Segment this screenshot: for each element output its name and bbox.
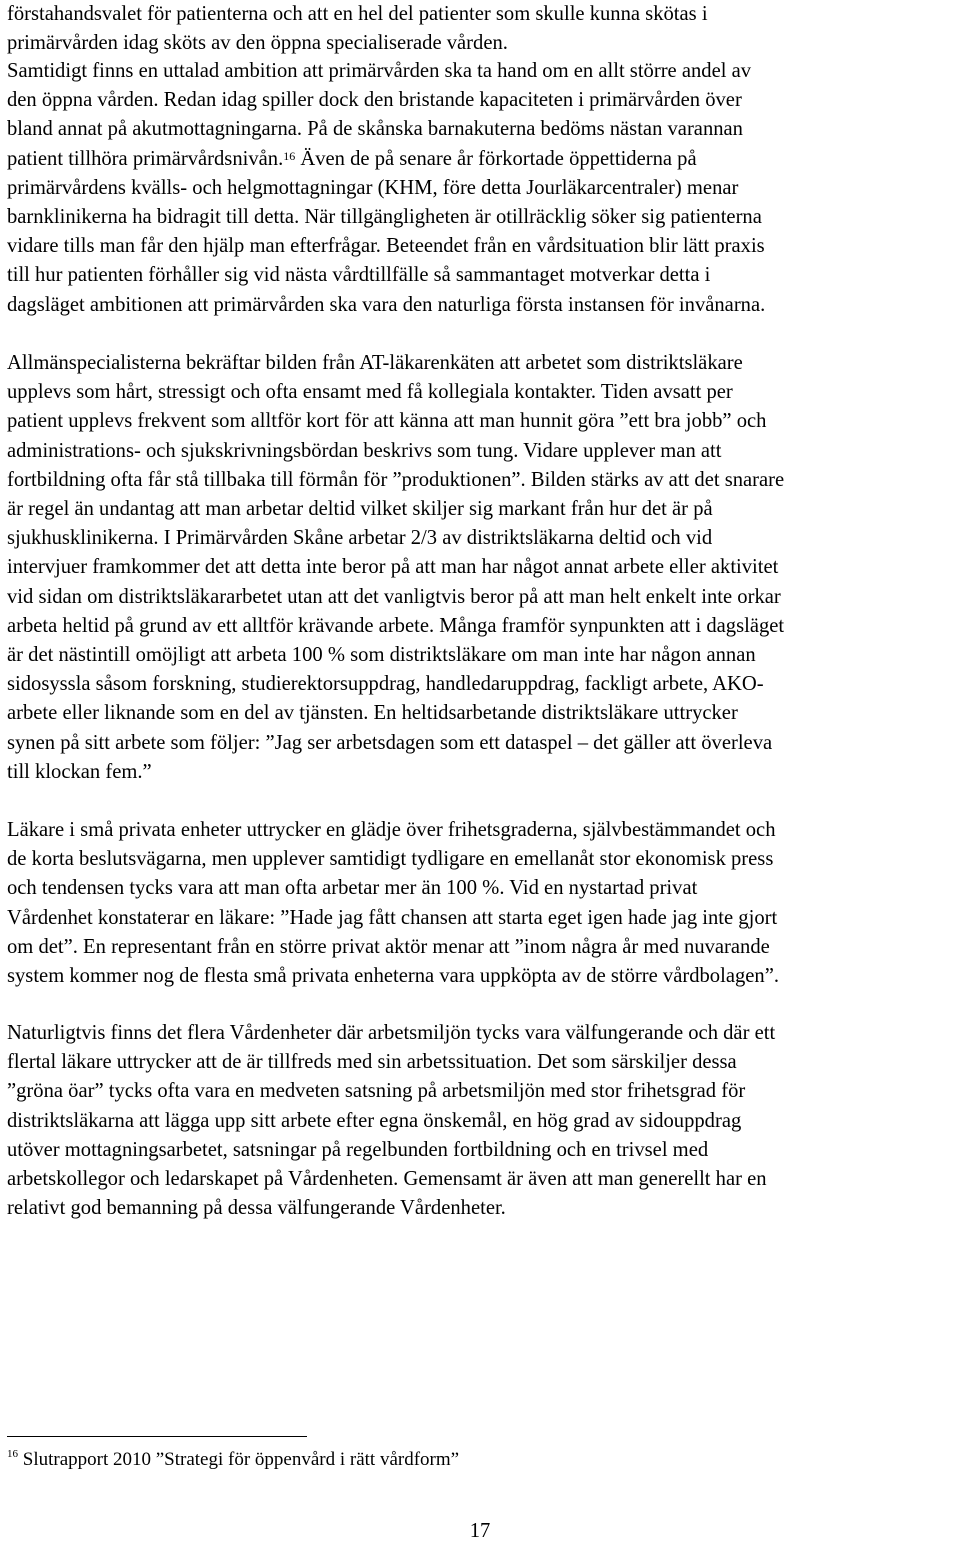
- text-line: [7, 1077, 953, 1106]
- text-line: [7, 349, 953, 378]
- text-line: [7, 495, 953, 524]
- text-line: [7, 437, 953, 466]
- text-line: [7, 904, 953, 933]
- text-segment: distriktsläkarna att lägga upp sitt arbete efter egna önskemål, en hög grad av sidouppdrag: [7, 1109, 742, 1132]
- text-segment: Naturligtvis finns det flera Vårdenheter där arbetsmiljön tycks vara välfungerande och där ett: [7, 1022, 776, 1044]
- text-segment: och tendensen tycks vara att man ofta arbetar mer än 100 %. Vid en nystartad privat: [7, 877, 698, 900]
- text-segment: bland annat på akutmottagningarna. På de skånska barnakuterna bedöms nästan varannan: [7, 118, 743, 141]
- text-line: [7, 29, 953, 58]
- footnote-separator: [7, 1436, 307, 1437]
- text-line: [7, 378, 953, 407]
- text-line: [7, 816, 953, 845]
- paragraph: [7, 1019, 953, 1223]
- page-number: 17: [469, 1520, 491, 1542]
- text-line: [7, 962, 953, 991]
- text-line: [7, 407, 953, 436]
- text-segment: arbete eller liknande som en del av tjänsten. En heltidsarbetande distriktsläkare uttrycker: [7, 702, 738, 725]
- text-segment: primärvården idag sköts av den öppna specialiserade vården.: [7, 32, 508, 55]
- paragraph: [7, 0, 953, 58]
- text-segment: de korta beslutsvägarna, men upplever samtidigt tydligare en emellanåt stor ekonomisk press: [7, 848, 774, 871]
- text-line: [7, 1136, 953, 1165]
- text-line: [7, 261, 953, 290]
- text-segment: är det nästintill omöjligt att arbeta 100 % som distriktsläkare om man inte har någon annan: [7, 644, 756, 667]
- text-segment: sidosyssla såsom forskning, studierektorsuppdrag, handledaruppdrag, fackligt arbete, AKO-: [7, 673, 764, 696]
- text-line: [7, 524, 953, 553]
- text-line: [7, 1019, 953, 1048]
- text-segment: system kommer nog de flesta små privata enheterna vara uppköpta av de större vårdbolagen”.: [7, 965, 779, 988]
- text-segment: utöver mottagningsarbetet, satsningar på regelbunden fortbildning och en trivsel med: [7, 1138, 709, 1161]
- text-segment: administrations- och sjukskrivningsbördan beskrivs som tung. Vidare upplever man att: [7, 439, 722, 462]
- text-line: [7, 845, 953, 874]
- footnote-text: Slutrapport 2010 ”Strategi för öppenvård i rätt vårdform”: [18, 1449, 460, 1470]
- text-segment: den öppna vården. Redan idag spiller dock den bristande kapaciteten i primärvården över: [7, 89, 742, 112]
- text-line: [7, 0, 953, 29]
- text-line: [7, 291, 953, 320]
- footnote: [7, 1448, 459, 1472]
- text-segment: Även de på senare år förkortade öppettiderna på: [295, 147, 697, 170]
- text-line: [7, 232, 953, 261]
- text-segment: relativt god bemanning på dessa välfungerande Vårdenheter.: [7, 1197, 506, 1220]
- text-segment: förstahandsvalet för patienterna och att en hel del patienter som skulle kunna skötas i: [7, 3, 708, 25]
- text-segment: fortbildning ofta får stå tillbaka till förmån för ”produktionen”. Bilden stärks av att det snarare: [7, 468, 785, 491]
- text-line: [7, 1194, 953, 1223]
- paragraph: [7, 816, 953, 991]
- text-line: [7, 670, 953, 699]
- text-line: [7, 612, 953, 641]
- text-segment: om det”. En representant från en större privat aktör menar att ”inom några år med nuvarande: [7, 935, 770, 958]
- text-segment: patient tillhöra primärvårdsnivån.: [7, 147, 284, 170]
- text-segment: flertal läkare uttrycker att de är tillfreds med sin arbetssituation. Det som särskiljer dessa: [7, 1051, 737, 1074]
- text-segment: ”gröna öar” tycks ofta vara en medveten satsning på arbetsmiljön med stor frihetsgrad för: [7, 1080, 746, 1103]
- text-line: [7, 758, 953, 787]
- text-line: [7, 115, 953, 144]
- text-segment: primärvårdens kvälls- och helgmottagningar (KHM, före detta Jourläkarcentraler) menar: [7, 176, 739, 199]
- text-segment: dagsläget ambitionen att primärvården ska vara den naturliga första instansen för invånarna.: [7, 293, 766, 316]
- text-segment: Allmänspecialisterna bekräftar bilden från AT-läkarenkäten att arbetet som distriktsläkare: [7, 352, 743, 374]
- text-line: [7, 57, 953, 86]
- text-line: [7, 1048, 953, 1077]
- footnote-reference: 16: [283, 148, 296, 163]
- text-segment: till klockan fem.”: [7, 760, 152, 783]
- text-line: [7, 729, 953, 758]
- text-line: [7, 583, 953, 612]
- text-segment: Läkare i små privata enheter uttrycker en glädje över frihetsgraderna, självbestämmandet och: [7, 819, 776, 841]
- text-segment: sjukhusklinikerna. I Primärvården Skåne arbetar 2/3 av distriktsläkarna deltid och vid: [7, 527, 713, 550]
- text-line: [7, 699, 953, 728]
- text-segment: arbetskollegor och ledarskapet på Vårdenheten. Gemensamt är även att man generellt har en: [7, 1168, 767, 1191]
- text-segment: är regel än undantag att man arbetar deltid vilket skiljer sig markant från hur det är på: [7, 498, 713, 521]
- text-line: [7, 553, 953, 582]
- text-line: [7, 86, 953, 115]
- text-segment: patient upplevs frekvent som alltför kort för att känna att man hunnit göra ”ett bra jobb” och: [7, 410, 767, 433]
- text-segment: upplevs som hårt, stressigt och ofta ensamt med få kollegiala kontakter. Tiden avsatt per: [7, 381, 733, 404]
- paragraph: [7, 57, 953, 320]
- text-line: [7, 641, 953, 670]
- text-segment: vidare tills man får den hjälp man efterfrågar. Beteendet från en vårdsituation blir lätt praxis: [7, 235, 765, 258]
- paragraph: [7, 349, 953, 787]
- text-line: [7, 874, 953, 903]
- text-segment: Samtidigt finns en uttalad ambition att primärvården ska ta hand om en allt större andel av: [7, 60, 752, 82]
- footnote-marker: 16: [7, 1448, 18, 1460]
- text-segment: till hur patienten förhåller sig vid nästa vårdtillfälle så sammantaget motverkar detta i: [7, 264, 711, 287]
- text-segment: synen på sitt arbete som följer: ”Jag ser arbetsdagen som ett dataspel – det gäller att överleva: [7, 731, 773, 754]
- text-segment: Vårdenhet konstaterar en läkare: ”Hade jag fått chansen att starta eget igen hade jag inte gjort: [7, 906, 778, 929]
- text-line: [7, 145, 953, 174]
- text-line: [7, 466, 953, 495]
- text-line: [7, 933, 953, 962]
- text-segment: barnklinikerna ha bidragit till detta. När tillgängligheten är otillräcklig söker sig patienterna: [7, 206, 762, 229]
- text-line: [7, 203, 953, 232]
- text-segment: intervjuer framkommer det att detta inte beror på att man har något annat arbete eller aktivitet: [7, 556, 779, 579]
- text-line: [7, 1165, 953, 1194]
- text-segment: vid sidan om distriktsläkararbetet utan att det vanligtvis beror på att man helt enkelt inte orkar: [7, 585, 781, 608]
- text-line: [7, 1107, 953, 1136]
- text-line: [7, 174, 953, 203]
- text-segment: arbeta heltid på grund av ett alltför krävande arbete. Många framför synpunkten att i dagsläget: [7, 614, 785, 637]
